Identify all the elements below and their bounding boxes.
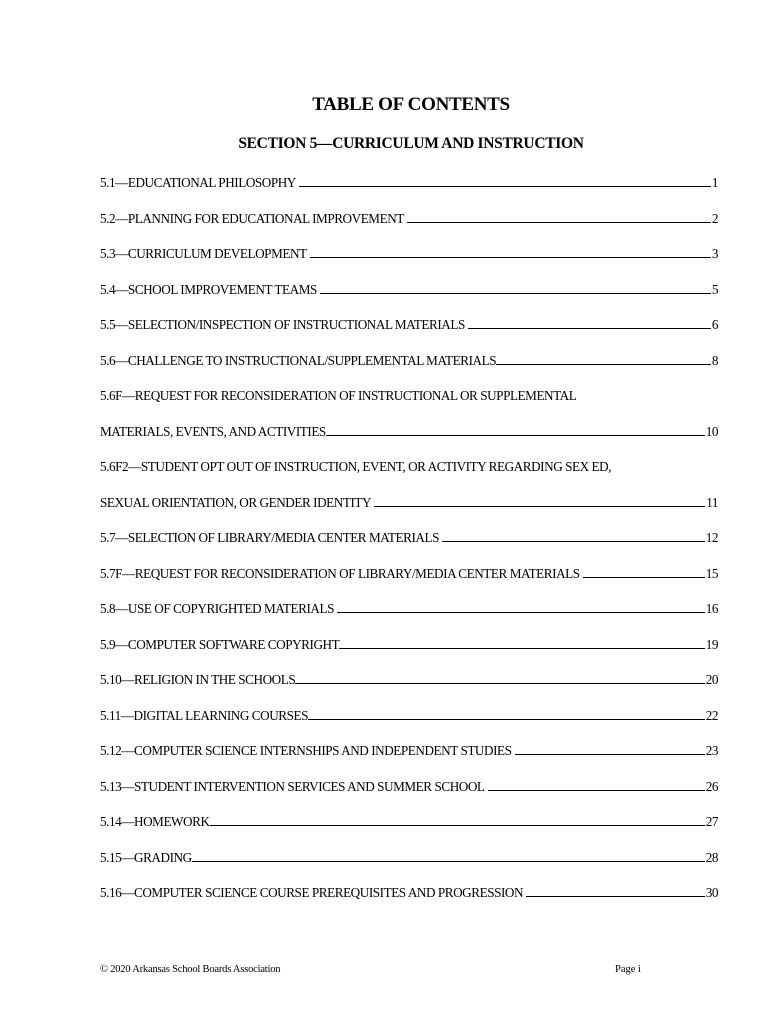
toc-entry-title: 5.3—CURRICULUM DEVELOPMENT xyxy=(100,246,307,261)
toc-entry-page: 8 xyxy=(711,352,718,368)
toc-entry-page: 20 xyxy=(705,672,718,687)
toc-entry-title: 5.5—SELECTION/INSPECTION OF INSTRUCTIONAL MATERIALS xyxy=(100,317,465,332)
page-title: TABLE OF CONTENTS xyxy=(312,94,510,115)
toc-entry-page: 10 xyxy=(705,423,718,439)
toc-entry-page: 11 xyxy=(706,494,718,510)
toc-leader xyxy=(407,212,711,223)
toc-leader xyxy=(496,354,711,365)
toc-leader xyxy=(339,638,705,649)
toc-leader xyxy=(442,531,705,542)
toc-entry[interactable] xyxy=(100,566,718,588)
toc-entry-page: 5 xyxy=(711,281,718,297)
toc-leader xyxy=(326,425,705,436)
toc-leader xyxy=(515,744,705,755)
toc-entry-title: 5.14—HOMEWORK xyxy=(100,814,210,829)
toc-entry-title: 5.7—SELECTION OF LIBRARY/MEDIA CENTER MATERIALS xyxy=(100,530,439,545)
toc-entry-title: 5.6F—REQUEST FOR RECONSIDERATION OF INSTRUCTIONAL OR SUPPLEMENTAL xyxy=(100,388,577,403)
toc-entry-page: 6 xyxy=(711,317,718,332)
toc-entry-page: 23 xyxy=(705,743,718,758)
toc-leader xyxy=(374,496,705,507)
toc-leader xyxy=(583,567,705,578)
footer-page-number: Page i xyxy=(615,964,641,975)
toc-leader xyxy=(308,709,705,720)
toc-entry-title: 5.15—GRADING xyxy=(100,849,192,865)
toc-leader xyxy=(337,602,705,613)
toc-entry-page: 1 xyxy=(711,175,718,190)
toc-leader xyxy=(320,283,711,294)
toc-entry-title: 5.13—STUDENT INTERVENTION SERVICES AND SUMMER SCHOOL xyxy=(100,778,485,794)
toc-entry-title: 5.4—SCHOOL IMPROVEMENT TEAMS xyxy=(100,281,317,297)
toc-entry-first-line[interactable] xyxy=(100,459,718,481)
toc-entry-title: 5.11—DIGITAL LEARNING COURSES xyxy=(100,707,308,723)
toc-entry-page: 12 xyxy=(705,530,718,545)
toc-entry-page: 2 xyxy=(711,210,718,226)
toc-entry[interactable] xyxy=(100,601,718,623)
toc-leader xyxy=(295,673,704,684)
toc-entry-title: 5.2—PLANNING FOR EDUCATIONAL IMPROVEMENT xyxy=(100,210,404,226)
toc-entry[interactable] xyxy=(100,353,718,375)
toc-leader xyxy=(299,176,711,187)
toc-entry[interactable] xyxy=(100,495,718,517)
toc-entry[interactable] xyxy=(100,282,718,304)
toc-entry-page: 22 xyxy=(705,707,718,723)
toc-entry-title: 5.7F—REQUEST FOR RECONSIDERATION OF LIBRARY/MEDIA CENTER MATERIALS xyxy=(100,565,580,581)
toc-entry-title: MATERIALS, EVENTS, AND ACTIVITIES xyxy=(100,423,326,439)
toc-entry-title: 5.8—USE OF COPYRIGHTED MATERIALS xyxy=(100,601,334,616)
toc-leader xyxy=(468,318,711,329)
toc-entry[interactable] xyxy=(100,814,718,836)
toc-entry-page: 19 xyxy=(705,636,718,652)
toc-entry-page: 28 xyxy=(705,849,718,865)
toc-leader xyxy=(192,851,705,862)
toc-entry-title: 5.6F2—STUDENT OPT OUT OF INSTRUCTION, EVENT, OR ACTIVITY REGARDING SEX ED, xyxy=(100,459,612,474)
toc-leader xyxy=(210,815,705,826)
toc-entry-title: SEXUAL ORIENTATION, OR GENDER IDENTITY xyxy=(100,494,372,510)
toc-entry-title: 5.10—RELIGION IN THE SCHOOLS xyxy=(100,672,296,687)
toc-entry[interactable] xyxy=(100,850,718,872)
footer-copyright: © 2020 Arkansas School Boards Association xyxy=(100,964,281,975)
toc-entry-title: 5.1—EDUCATIONAL PHILOSOPHY xyxy=(100,175,296,190)
toc-entry[interactable] xyxy=(100,637,718,659)
toc-entry[interactable] xyxy=(100,885,718,907)
toc-entry[interactable] xyxy=(100,743,718,765)
toc-entry-title: 5.12—COMPUTER SCIENCE INTERNSHIPS AND INDEPENDENT STUDIES xyxy=(100,743,512,758)
toc-leader xyxy=(526,886,705,897)
toc-entry-title: 5.6—CHALLENGE TO INSTRUCTIONAL/SUPPLEMENTAL MATERIALS xyxy=(100,352,497,368)
toc-entry-page: 3 xyxy=(711,246,718,261)
toc-entry[interactable] xyxy=(100,211,718,233)
toc-entry-title: 5.16—COMPUTER SCIENCE COURSE PREREQUISITES AND PROGRESSION xyxy=(100,885,524,900)
toc-entry[interactable] xyxy=(100,708,718,730)
toc-entry[interactable] xyxy=(100,779,718,801)
toc-entry-page: 16 xyxy=(705,601,718,616)
toc-entry-page: 30 xyxy=(705,885,718,900)
toc-entry-page: 26 xyxy=(705,778,718,794)
toc-entry-title: 5.9—COMPUTER SOFTWARE COPYRIGHT xyxy=(100,636,340,652)
toc-entry-first-line[interactable] xyxy=(100,388,718,410)
toc-entry[interactable] xyxy=(100,175,718,197)
toc-entry[interactable] xyxy=(100,424,718,446)
toc-entry[interactable] xyxy=(100,672,718,694)
toc-entry-page: 27 xyxy=(705,814,718,829)
toc-entry[interactable] xyxy=(100,246,718,268)
toc-leader xyxy=(310,247,711,258)
table-of-contents xyxy=(100,175,718,907)
toc-leader xyxy=(488,780,705,791)
toc-entry[interactable] xyxy=(100,317,718,339)
toc-entry-page: 15 xyxy=(705,565,718,581)
section-title: SECTION 5—CURRICULUM AND INSTRUCTION xyxy=(238,135,584,152)
toc-entry[interactable] xyxy=(100,530,718,552)
